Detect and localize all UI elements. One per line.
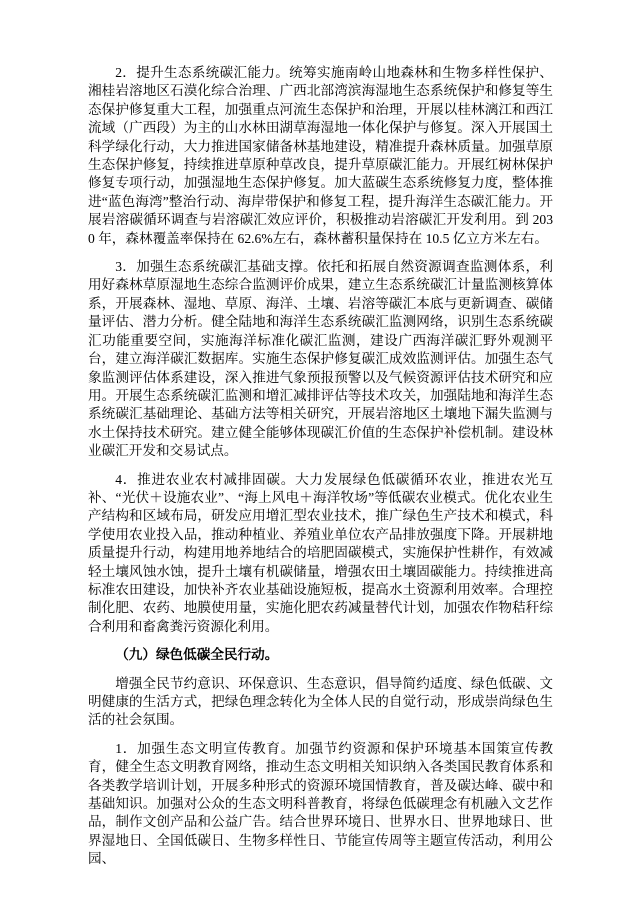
paragraph-item-4-agriculture-rural-emission-reduction: 4．推进农业农村减排固碳。大力发展绿色低碳循环农业，推进农光互补、“光伏＋设施农业”、“海上风电＋海洋牧场”等低碳农业模式。优化农业生产结构和区域布局，研发应用增汇型农业技术，推广绿色生产技术和模式，科学使用农业投入品，推动种植业、养殖业单位农产品排放强度下降。开展耕地质量提升行动，构建用地养地结合的培肥固碳模式，实施保护性耕作，有效减轻土壤风蚀水蚀，提升土壤有机碳储量，增强农田土壤固碳能力。持续推进高标准农田建设，加快补齐农业基础设施短板，提高水土资源利用效率。合理控制化肥、农药、地膜使用量，实施化肥农药减量替代计划，加强农作物秸秆综合利用和畜禽粪污资源化利用。 [88, 471, 553, 634]
paragraph-item-2-ecosystem-carbon-sink-capacity: 2．提升生态系统碳汇能力。统筹实施南岭山地森林和生物多样性保护、湘桂岩溶地区石漠化综合治理、广西北部湾滨海湿地生态系统保护和修复等生态保护修复重大工程，加强重点河流生态保护和治理，开展以桂林漓江和西江流域（广西段）为主的山水林田湖草海湿地一体化保护与修复。深入开展国土科学绿化行动，大力推进国家储备林基地建设，精准提升森林质量。加强草原生态保护修复，持续推进草原种草改良，提升草原碳汇能力。开展红树林保护修复专项行动，加强湿地生态保护修复。加大蓝碳生态系统修复力度，整体推进“蓝色海湾”整治行动、海岸带保护和修复工程，提升海洋生态碳汇能力。开展岩溶碳循环调查与岩溶碳汇效应评价，积极推动岩溶碳汇开发利用。到 2030 年，森林覆盖率保持在 62.6%左右，森林蓄积量保持在 10.5 亿立方米左右。 [88, 65, 553, 246]
paragraph-item-3-carbon-sink-foundation-support: 3．加强生态系统碳汇基础支撑。依托和拓展自然资源调查监测体系，利用好森林草原湿地生态综合监测评价成果，建立生态系统碳汇计量监测核算体系，开展森林、湿地、草原、海洋、土壤、岩溶等碳汇本底与更新调查、碳储量评估、潜力分析。健全陆地和海洋生态系统碳汇监测网络，识别生态系统碳汇功能重要空间，实施海洋标准化碳汇监测，建设广西海洋碳汇野外观测平台，建立海洋碳汇数据库。实施生态保护修复碳汇成效监测评估。加强生态气象监测评估体系建设，深入推进气象预报预警以及气候资源评估技术研究和应用。开展生态系统碳汇监测和增汇减排评估等技术攻关，加强陆地和海洋生态系统碳汇基础理论、基础方法等相关研究，开展岩溶地区土壤地下漏失监测与水土保持技术研究。建立健全能够体现碳汇价值的生态保护补偿机制。建设林业碳汇开发和交易试点。 [88, 259, 553, 459]
section-heading-9-green-low-carbon-action: （九）绿色低碳全民行动。 [115, 647, 279, 663]
paragraph-section-intro: 增强全民节约意识、环保意识、生态意识，倡导简约适度、绿色低碳、文明健康的生活方式，把绿色理念转化为全体人民的自觉行动，形成崇尚绿色生活的社会氛围。 [88, 675, 553, 728]
paragraph-item-1-ecological-civilization-education: 1．加强生态文明宣传教育。加强节约资源和保护环境基本国策宣传教育，健全生态文明教育网络，推动生态文明相关知识纳入各类国民教育体系和各类教学培训计划，开展多种形式的资源环境国情教育，普及碳达峰、碳中和基础知识。加强对公众的生态文明科普教育，将绿色低碳理念有机融入文艺作品，制作文创产品和公益广告。结合世界环境日、世界水日、世界地球日、世界湿地日、全国低碳日、生物多样性日、节能宣传周等主题宣传活动，利用公园、 [88, 740, 553, 867]
